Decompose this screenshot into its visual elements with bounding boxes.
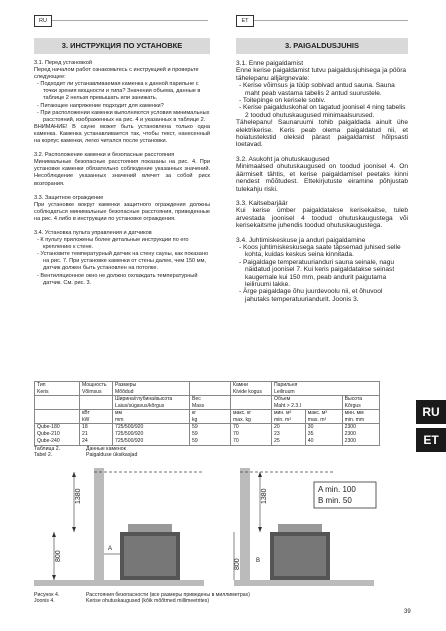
table-cell: 725/500/920: [113, 431, 190, 438]
et-s34-bullet: - Ärge paigaldage õhu juurdevoolu nii, et õhuvool jahutaks temperatuuriandurit. Joonis 3.: [236, 288, 408, 303]
col-header-volume: Объем Maht > 2.3.I: [272, 396, 343, 410]
et-s31-bullet: - Toitepinge on kerisele sobiv.: [236, 97, 408, 104]
section-title-ru: 3. ИНСТРУКЦИЯ ПО УСТАНОВКЕ: [34, 38, 210, 54]
ru-s34-bullet: - К пульту приложены более детальные инструкции по его креплению к стене.: [34, 237, 210, 251]
unit-volume-min: мин. м³ min. m³: [272, 410, 306, 424]
unit-dims: мм mm: [113, 410, 190, 424]
table-cell: 725/500/920: [113, 424, 190, 432]
label-a-left: A: [108, 546, 113, 552]
ru-s31-title: 3.1. Перед установкой: [34, 60, 92, 66]
unit-power: кВт kW: [80, 410, 113, 424]
table-row: [35, 431, 380, 438]
tab-ru: RU: [416, 400, 446, 424]
table-cell: 24: [80, 438, 113, 446]
et-s31-bullet: - Kerise võimsus ja tüüp sobivad antud sauna. Sauna maht peab vastama tabelis 2 antud suurustele.: [236, 82, 408, 97]
col-header-stones: Камни Kivide kogus: [231, 382, 272, 396]
table-cell: 21: [80, 431, 113, 438]
ru-s31-warning: ВНИМАНИЕ! В сауне может быть установлена только одна каменка. Каменка устанавливается так, чтобы текст, нанесенный на корпус каменки, легко читался после установки.: [34, 123, 210, 145]
volume-note: > 2.3.I: [286, 402, 302, 409]
section-title-et: 3. PAIGALDUSJUHIS: [236, 38, 408, 54]
table-cell: 25: [272, 438, 306, 446]
et-s33-text: Kui kerise ümber paigaldatakse kerisekaitse, tuleb arvestada joonisel 4 toodud ohutuskaugustega või kerisekaitsme juhendis toodud ohutuskaugustega.: [236, 207, 408, 230]
figure-caption-label: Рисунок 4. Joonis 4.: [34, 592, 60, 605]
ru-s31-bullet: - При расположении каменки выполняются условия минимальных расстояний, изображенных на рис. 4 и указанных в таблице 2.: [34, 110, 210, 124]
front-view-diagram: [234, 468, 376, 586]
ru-s33-text: При установке вокруг каменки защитного ограждения должны соблюдаться минимальные безопасные расстояния, приведенные на рис. 4 либо в инструкции по установке ограждения.: [34, 201, 210, 222]
col-header-type: Тип Keris: [35, 382, 80, 396]
header-rule-left: [52, 20, 208, 21]
legend-a: A min. 100: [318, 485, 356, 494]
et-s33-title: 3.3. Kaitsebarjäär: [236, 199, 288, 207]
dim-1380-right: 1380: [261, 488, 268, 504]
safety-distance-figure: [34, 462, 380, 590]
et-s31-title: 3.1. Enne paigaldamist: [236, 60, 304, 67]
table-cell: 70: [231, 438, 272, 446]
table-caption-label: Таблица 2. Tabel 2.: [34, 446, 61, 459]
ru-s34-bullet: - Установите температурный датчик на стену сауны, как показано на рис. 7. При установке каменки от стены далее, чем 150 мм, датчик должен быть установлен на потолке.: [34, 251, 210, 272]
figure-caption-text: Расстояния безопасности (все размеры приведены в миллиметрах) Kerise ohutuskaugused (kõik mõõtmed millimeetrites): [86, 592, 250, 605]
tab-et: ET: [416, 428, 446, 452]
col-header-power: Мощность Võimsus: [80, 382, 113, 396]
table-cell: 40: [305, 438, 342, 446]
unit-volume-max: макс. м³ max. m³: [305, 410, 342, 424]
et-s34-title: 3.4. Juhtimiskeskuse ja anduri paigaldamine: [236, 236, 366, 244]
ru-s34-title: 3.4. Установка пульта управления и датчиков: [34, 229, 152, 236]
side-view-diagram: [34, 468, 204, 586]
et-s32-title: 3.2. Asukoht ja ohutuskaugused: [236, 155, 330, 163]
table-cell: 2300: [342, 438, 379, 446]
et-s31-intro: Enne kerise paigaldamist tutvu paigaldusjuhisega ja pööra tähelepanu alljärgnevale:: [236, 67, 407, 82]
table-cell: 2300: [342, 431, 379, 438]
table-cell: 70: [231, 431, 272, 438]
col-header-weight: Вес Mass: [190, 396, 231, 410]
et-s31-bullet: - Kerise paigalduskohal on tagatud joonisel 4 ning tabelis 2 toodud ohutuskaugused minimaalsurused.: [236, 104, 408, 119]
unit-weight: кг kg: [190, 410, 231, 424]
col-header-room: Парильня Leiliruum: [272, 382, 380, 396]
et-column: [236, 60, 408, 303]
dim-800-right: 800: [234, 558, 241, 570]
ru-column: [34, 60, 210, 287]
table-cell: 725/500/920: [113, 438, 190, 446]
col-header-blank: [190, 382, 231, 396]
table-cell: 23: [272, 431, 306, 438]
et-s32-text: Minimaalsed ohutuskaugused on toodud joonisel 4. On äärmiselt tähtis, et kerise paigaldamisel peetaks kinni nendest mõõtudest. Ettekirjutuste eiramine põhjustab tulekahju riski.: [236, 163, 408, 193]
table-cell: 18: [80, 424, 113, 432]
lang-marker-et: ET: [236, 15, 254, 27]
table-cell: Qube-240: [35, 438, 80, 446]
table-cell: 70: [231, 424, 272, 432]
legend-b: B min. 50: [318, 496, 352, 505]
et-s31-warning: Tähelepanu! Saunaruumi tohib paigaldada ainult ühe elektrikerise. Keris peab olema paigaldatud nii, et hoiatustekstid oleksid pärast paigaldamist hõlpsasti loetavad.: [236, 119, 408, 149]
table-row: [35, 424, 380, 432]
label-b-right: B: [256, 558, 261, 564]
table-cell: 35: [305, 431, 342, 438]
table-caption-text: Данные каменок Paigalduse üksikasjad: [86, 446, 138, 459]
lang-marker-ru: RU: [34, 15, 52, 27]
ru-s31-bullet: - Питающее напряжение подходит для каменки?: [34, 103, 210, 110]
heater-spec-table: [34, 381, 380, 446]
table-cell: 30: [305, 424, 342, 432]
page-number: 39: [404, 609, 411, 615]
col-header-dims: Размеры Mõõdud: [113, 382, 190, 396]
unit-stones: макс. кг max. kg: [231, 410, 272, 424]
table-cell: 59: [190, 431, 231, 438]
col-header-height: Высота Kõrgus: [342, 396, 379, 410]
et-s34-bullet: - Koos juhtimiskeskusega saate täpsemad juhised selle kohta, kuidas keskus seina kinnitada.: [236, 244, 408, 259]
dim-1380-left: 1380: [75, 488, 82, 504]
table-cell: 20: [272, 424, 306, 432]
col-subheader-dims: Ширина/глубина/высота Laius/sügavus/kõrgus: [113, 396, 190, 410]
et-s34-bullet: - Paigaldage temperatuurianduri sauna seinale, nagu näidatud joonisel 7. Kui keris paigaldatakse seinast kaugemale kui 150 mm, peab andurit paigutama leiliruumi lakke.: [236, 259, 408, 289]
ru-s32-text: Минимальные безопасные расстояния показаны на рис. 4. При установке каменки обязательно соблюдение указанных значений. Несоблюдение указанных значений влечет за собой риск возгорания.: [34, 159, 210, 187]
ru-s31-intro: Перед началом работ ознакомьтесь с инструкцией и проверьте следующее:: [34, 67, 199, 81]
unit-height: мин. мм min. mm: [342, 410, 379, 424]
table-cell: 2300: [342, 424, 379, 432]
dim-800-left: 800: [55, 550, 62, 562]
header-rule-right: [254, 20, 408, 21]
table-cell: 59: [190, 424, 231, 432]
table-row: [35, 438, 380, 446]
ru-s33-title: 3.3. Защитное ограждение: [34, 194, 104, 201]
table-cell: Qube-210: [35, 431, 80, 438]
table-cell: Qube-180: [35, 424, 80, 432]
ru-s34-bullet: - Вентиляционное окно не должно охлаждать температурный датчик. См. рис. 3.: [34, 273, 210, 287]
ru-s31-bullet: - Подходит ли устанавливаемая каменка к данной парильне с точки зрения мощности и типа? Значения объема, данные в таблице 2 нельзя превышать или занижать.: [34, 81, 210, 102]
table-cell: 59: [190, 438, 231, 446]
ru-s32-title: 3.2. Расположение каменки и безопасные расстояния: [34, 152, 175, 159]
